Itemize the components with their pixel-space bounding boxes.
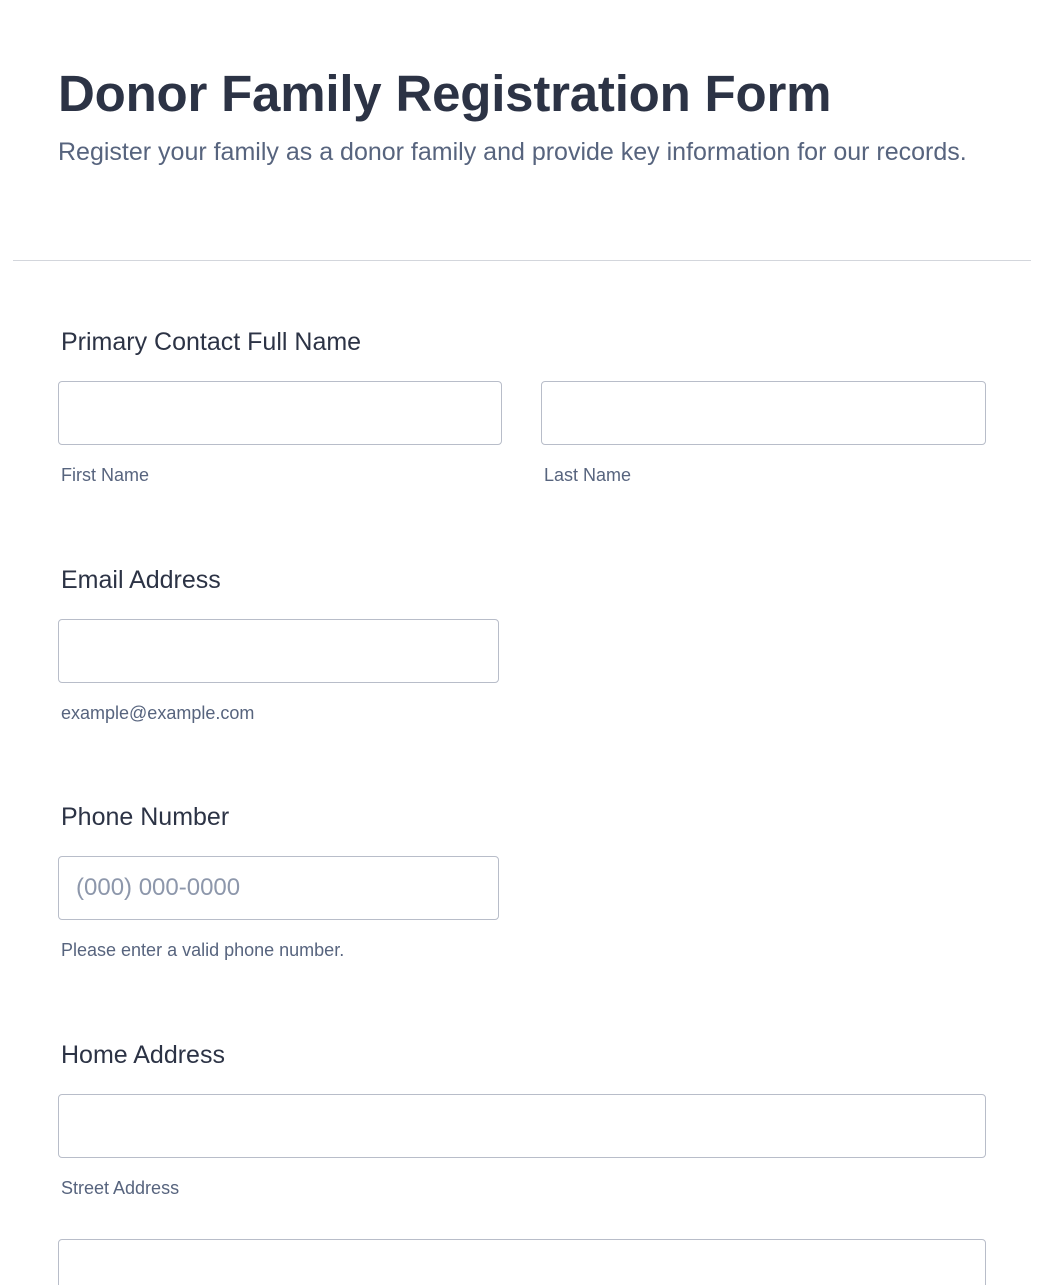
form-header [58, 62, 998, 173]
phone-input[interactable] [58, 856, 499, 920]
last-name-sublabel: Last Name [544, 465, 632, 485]
phone-sublabel: Please enter a valid phone number. [61, 940, 345, 960]
address-label: Home Address [61, 1041, 225, 1069]
full-name-label: Primary Contact Full Name [61, 328, 362, 356]
email-input[interactable] [58, 619, 499, 683]
form-title: Donor Family Registration Form [58, 65, 832, 122]
first-name-sublabel: First Name [61, 465, 150, 485]
street-address-line-2-input[interactable] [58, 1239, 986, 1285]
email-label: Email Address [61, 566, 221, 594]
street-address-sublabel: Street Address [61, 1178, 180, 1198]
last-name-input[interactable] [541, 381, 986, 445]
first-name-input[interactable] [58, 381, 502, 445]
email-sublabel: example@example.com [61, 703, 255, 723]
street-address-input[interactable] [58, 1094, 986, 1158]
form-subtitle: Register your family as a donor family and provide key information for our records. [58, 138, 967, 166]
header-divider [13, 260, 1031, 261]
phone-label: Phone Number [61, 803, 230, 831]
